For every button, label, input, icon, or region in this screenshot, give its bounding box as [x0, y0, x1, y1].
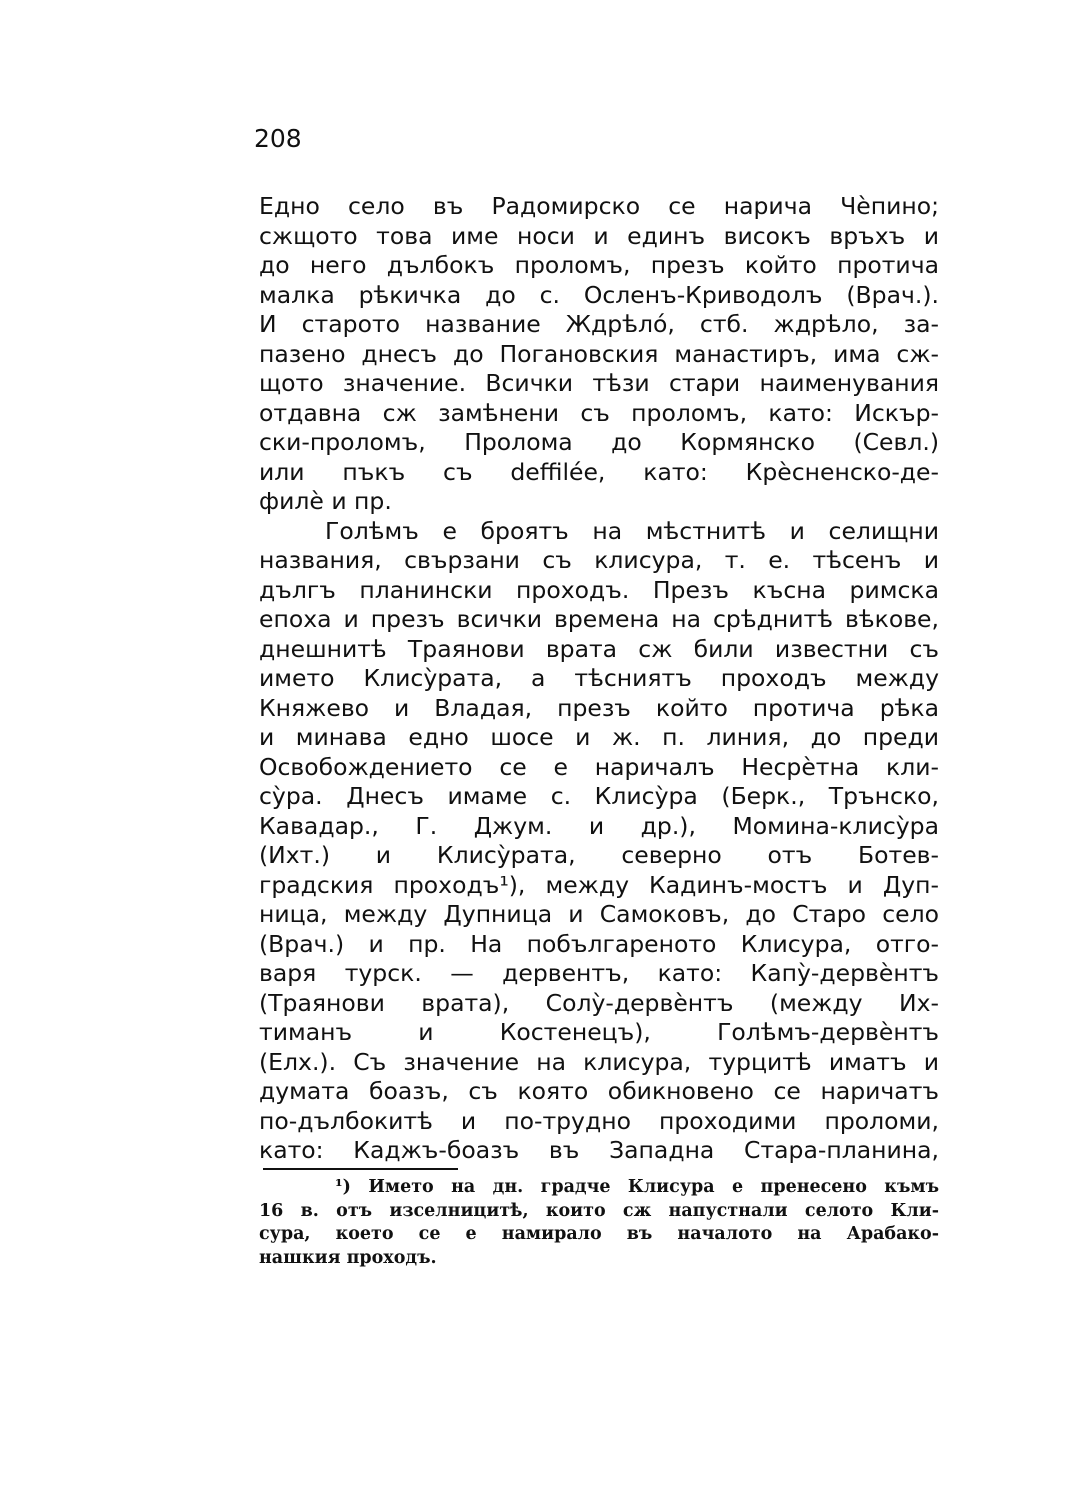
text-line: И старото название Ждрѣлó, стб. ждрѣло, за-: [259, 310, 939, 338]
text-line: градския проходъ¹), между Кадинъ-мостъ и Дуп-: [259, 870, 939, 899]
page-number: 208: [254, 124, 302, 153]
footnote-divider: [263, 1168, 458, 1170]
footnote-line: 16 в. отъ изселницитѣ, които сж напустнали селото Кли-: [259, 1200, 939, 1221]
text-line: днешнитѣ Траянови врата сж били известни съ: [259, 634, 939, 663]
text-line: до него дълбокъ проломъ, презъ който протича: [259, 251, 939, 279]
main-text: [259, 192, 939, 1166]
text-line: Едно село въ Радомирско се нарича Чѐпино;: [259, 192, 939, 220]
text-line: названия, свързани съ клисура, т. е. тѣсенъ и: [259, 546, 939, 574]
text-line: името Клисỳрата, а тѣсниятъ проходъ между: [259, 664, 939, 692]
text-line: филѐ и пр.: [259, 487, 392, 515]
text-line: като: Каджъ-боазъ въ Западна Стара-планина,: [259, 1136, 939, 1164]
text-line: Освобождението се е наричалъ Несрѐтна кли-: [259, 752, 939, 781]
text-line: сỳра. Днесъ имаме с. Клисỳра (Берк., Трънско,: [259, 782, 939, 810]
text-line: щото значение. Всички тѣзи стари наименувания: [259, 369, 939, 397]
text-line: дългъ планински проходъ. Презъ късна римска: [259, 575, 939, 604]
footnote-line: ¹) Името на дн. градче Клисура е пренесено къмъ: [335, 1177, 939, 1197]
text-line: епоха и презъ всички времена на срѣднитѣ вѣкове,: [259, 605, 939, 633]
text-line: (Врач.) и пр. На побългареното Клисура, отго-: [259, 929, 939, 958]
text-line: пазено днесъ до Погановския манастиръ, има сж-: [259, 339, 939, 368]
text-line: ски-проломъ, Проломa до Кормянско (Севл.): [259, 428, 939, 456]
text-line: малка рѣкичка до с. Осленъ-Криводолъ (Врач.).: [259, 280, 939, 309]
text-line: (Траянови врата), Солỳ-дервѐнтъ (между Их-: [259, 988, 939, 1017]
text-line: или пъкъ съ deffilée, като: Крѐсненско-де-: [259, 457, 939, 486]
text-line: думата боазъ, съ която обикновено се наричатъ: [259, 1077, 939, 1105]
text-line: Кавадар., Г. Джум. и др.), Момина-клисỳра: [259, 811, 939, 840]
text-line: отдавна сж замѣнени съ проломъ, като: Искър-: [259, 398, 939, 427]
footnote: [259, 1176, 939, 1270]
paragraph-start-line: Голѣмъ е броятъ на мѣстнитѣ и селищни: [325, 516, 939, 545]
text-line: (Ихт.) и Клисỳрата, северно отъ Ботев-: [259, 841, 939, 869]
footnote-line: нашкия проходъ.: [259, 1247, 437, 1268]
text-line: ница, между Дупница и Самоковъ, до Старо село: [259, 900, 939, 928]
text-line: по-дълбокитѣ и по-трудно проходими проломи,: [259, 1106, 939, 1135]
text-line: варя турск. — дервентъ, като: Капỳ-дервѐнтъ: [259, 959, 939, 987]
text-line: сжщото това име носи и единъ високъ връхъ и: [259, 221, 939, 250]
footnote-line: сура, което се е намирало въ началото на Арабако-: [259, 1224, 939, 1244]
text-line: (Елх.). Съ значение на клисура, турцитѣ иматъ и: [259, 1047, 939, 1076]
text-line: тиманъ и Костенецъ), Голѣмъ-дервѐнтъ: [259, 1018, 939, 1046]
text-line: Княжево и Владая, презъ който протича рѣка: [259, 693, 939, 722]
text-line: и минава едно шосе и ж. п. линия, до преди: [259, 723, 939, 751]
